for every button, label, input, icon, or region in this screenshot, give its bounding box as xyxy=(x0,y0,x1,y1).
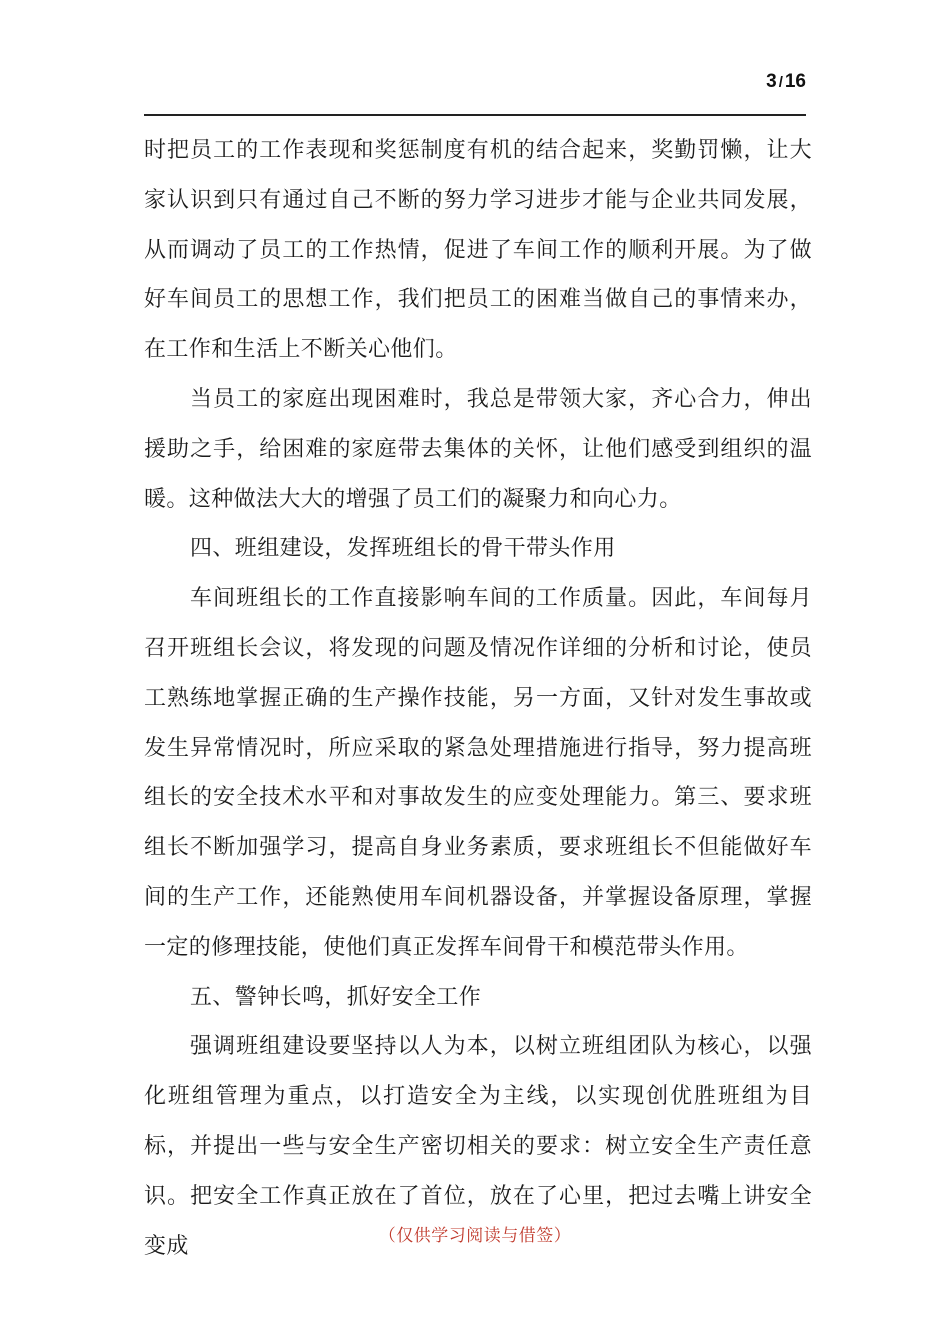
footer-note: （仅供学习阅读与借签） xyxy=(378,1226,572,1246)
paragraph-4: 强调班组建设要坚持以人为本，以树立班组团队为核心，以强化班组管理为重点，以打造安全为主线，以实现创优胜班组为目标，并提出一些与安全生产密切相关的要求：树立安全生产责任意识。把安全工作真正放在了首位，放在了心里，把过去嘴上讲安全变成 xyxy=(144,1034,812,1259)
page-current: 3 xyxy=(766,71,777,92)
paragraph-2: 当员工的家庭出现困难时，我总是带领大家，齐心合力，伸出援助之手，给困难的家庭带去集体的关怀，让他们感受到组织的温暖。这种做法大大的增强了员工们的凝聚力和向心力。 xyxy=(144,386,812,512)
header-divider xyxy=(144,114,806,116)
document-body xyxy=(144,126,812,1271)
paragraph-3: 车间班组长的工作直接影响车间的工作质量。因此，车间每月召开班组长会议，将发现的问题及情况作详细的分析和讨论，使员工熟练地掌握正确的生产操作技能，另一方面，又针对发生事故或发生异常情况时，所应采取的紧急处理措施进行指导，努力提高班组长的安全技术水平和对事故发生的应变处理能力。第三、要求班组长不断加强学习，提高自身业务素质，要求班组长不但能做好车间的生产工作，还能熟使用车间机器设备，并掌握设备原理，掌握一定的修理技能，使他们真正发挥车间骨干和模范带头作用。 xyxy=(144,586,812,960)
section-heading-4: 四、班组建设，发挥班组长的骨干带头作用 xyxy=(190,536,616,562)
page-number xyxy=(766,70,806,95)
page-separator: / xyxy=(778,74,783,91)
paragraph-1: 时把员工的工作表现和奖惩制度有机的结合起来，奖勤罚懒，让大家认识到只有通过自己不断的努力学习进步才能与企业共同发展，从而调动了员工的工作热情，促进了车间工作的顺利开展。为了做好车间员工的思想工作，我们把员工的困难当做自己的事情来办，在工作和生活上不断关心他们。 xyxy=(144,138,812,363)
section-heading-5: 五、警钟长鸣，抓好安全工作 xyxy=(190,984,482,1010)
page-total: 16 xyxy=(784,71,806,92)
